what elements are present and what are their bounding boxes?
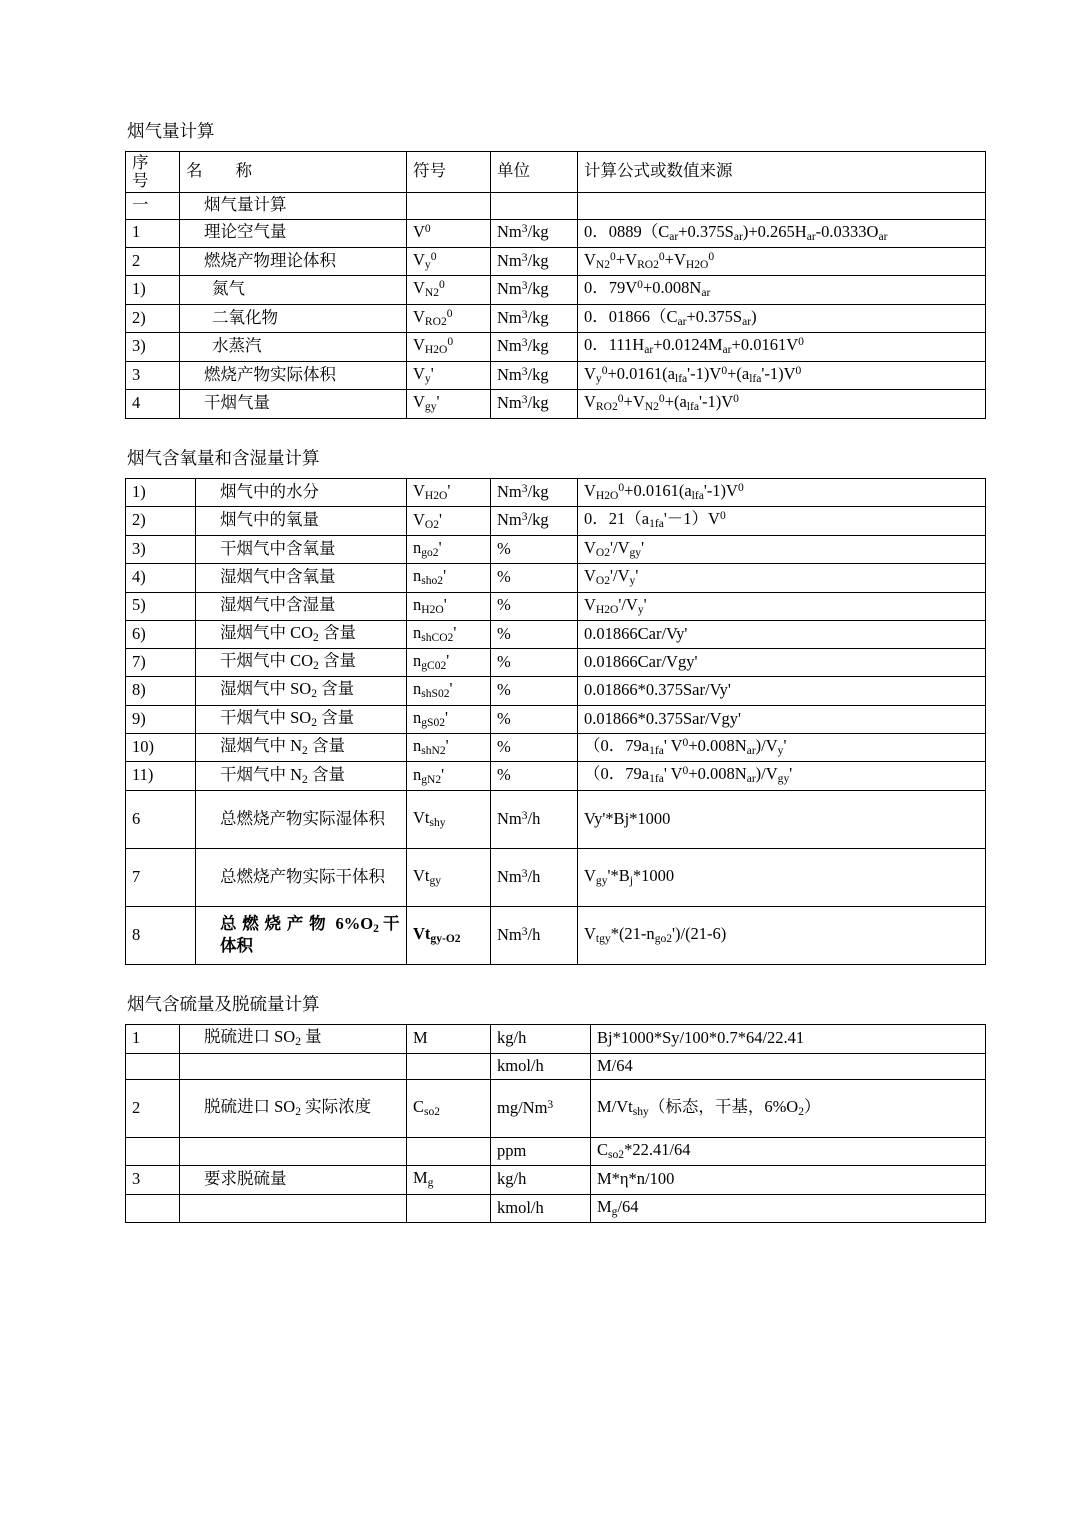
row-symbol: $M_g$ — [407, 1166, 491, 1194]
row-name — [196, 649, 407, 677]
row-index — [126, 1194, 180, 1222]
row-symbol: $n_{shS02}'$ — [407, 677, 491, 705]
row-unit: Nm$^3$/kg — [491, 304, 578, 332]
table-row — [126, 507, 986, 535]
row-index — [126, 1138, 180, 1166]
row-unit: Nm$^3$/kg — [491, 247, 578, 275]
row-symbol: $Vt_{gy-O2}$ — [407, 906, 491, 964]
row-name — [180, 192, 407, 219]
row-symbol: $V_y'$ — [407, 361, 491, 389]
row-unit: kmol/h — [491, 1194, 591, 1222]
row-symbol: $n_{gS02}'$ — [407, 705, 491, 733]
row-symbol: $V_{O2}'$ — [407, 507, 491, 535]
row-index: 3 — [126, 1166, 180, 1194]
row-index: 5) — [126, 592, 196, 620]
table-oxygen-moisture — [125, 478, 986, 965]
row-unit: kmol/h — [491, 1053, 591, 1080]
row-formula: 0．$21(a_{1fa}'-1)V^0$ — [578, 507, 986, 535]
row-formula: 0.01866Car/Vgy' — [578, 649, 986, 677]
row-symbol — [407, 1138, 491, 1166]
table-row — [126, 762, 986, 790]
table-row — [126, 649, 986, 677]
row-unit: Nm$^3$/kg — [491, 507, 578, 535]
row-formula: $M/Vt_{shy}$（标态，干基，$6\%O_2$） — [591, 1080, 986, 1138]
row-name — [180, 333, 407, 361]
row-unit: Nm$^3$/h — [491, 790, 578, 848]
row-name — [180, 276, 407, 304]
row-index: 1) — [126, 276, 180, 304]
row-name — [180, 1025, 407, 1053]
row-index: 6 — [126, 790, 196, 848]
row-name-text: 干烟气量 — [204, 393, 270, 413]
table-row — [126, 1138, 986, 1166]
row-formula: 0.01866*0.375Sar/Vy' — [578, 677, 986, 705]
row-name-text: 氮气 — [212, 279, 245, 299]
table-flue-gas-volume — [125, 151, 986, 418]
row-index: 2) — [126, 304, 180, 332]
row-index: 7) — [126, 649, 196, 677]
row-symbol: $V_{gy}'$ — [407, 390, 491, 418]
row-formula: $V_y^0+0.0161(a_{lfa}'-1)V^0+(a_{lfa}'-1)V^0$ — [578, 361, 986, 389]
row-name — [180, 247, 407, 275]
row-name-text: 湿烟气中 $CO_2$ 含量 — [220, 622, 356, 644]
row-symbol: $V_{H2O}^0$ — [407, 333, 491, 361]
row-name — [196, 620, 407, 648]
row-name — [196, 564, 407, 592]
table-row — [126, 620, 986, 648]
row-symbol: $V^0$ — [407, 219, 491, 247]
row-name-text: 脱硫进口 $SO_2$ 量 — [204, 1027, 322, 1049]
table-row — [126, 1194, 986, 1222]
table-row — [126, 247, 986, 275]
row-formula: （0．$79a_{1fa}'$ $V^0+0.008N_{ar})/V_{gy}'$ — [578, 762, 986, 790]
row-unit: kg/h — [491, 1166, 591, 1194]
row-name-text: 二氧化物 — [212, 307, 278, 327]
row-unit: Nm$^3$/kg — [491, 478, 578, 506]
section-title-flue-gas-volume: 烟气量计算 — [127, 121, 215, 141]
row-symbol: $Vt_{shy}$ — [407, 790, 491, 848]
table-row — [126, 390, 986, 418]
row-name — [180, 219, 407, 247]
row-symbol: M — [407, 1025, 491, 1053]
row-name — [196, 762, 407, 790]
row-name — [196, 848, 407, 906]
row-index: 11) — [126, 762, 196, 790]
row-unit: Nm$^3$/kg — [491, 390, 578, 418]
row-unit: Nm$^3$/kg — [491, 219, 578, 247]
row-index: 3) — [126, 535, 196, 563]
row-name-text: 燃烧产物理论体积 — [204, 250, 336, 270]
row-name-text: 湿烟气中 $N_2$ 含量 — [220, 736, 345, 757]
row-name — [180, 1053, 407, 1080]
header-symbol: 符号 — [407, 152, 491, 193]
row-name-text: 总燃烧产物实际干体积 — [220, 866, 385, 886]
row-name-text: 干烟气中 $CO_2$ 含量 — [220, 651, 356, 672]
row-unit: Nm$^3$/kg — [491, 333, 578, 361]
row-formula: $V_{RO2}^0+V_{N2}^0+(a_{lfa}'-1)V^0$ — [578, 390, 986, 418]
row-symbol: $Vt_{gy}$ — [407, 848, 491, 906]
row-name-text: 总燃烧产物实际湿体积 — [220, 808, 385, 828]
section-title-sulfur: 烟气含硫量及脱硫量计算 — [127, 993, 320, 1014]
row-formula: $V_{H2O}'/V_y'$ — [578, 592, 986, 620]
row-index: 2) — [126, 507, 196, 535]
row-index: 2 — [126, 247, 180, 275]
row-unit: % — [491, 649, 578, 677]
row-name-text: 湿烟气中含湿量 — [220, 595, 336, 615]
row-index: 1 — [126, 1025, 180, 1053]
table-row — [126, 790, 986, 848]
row-unit: % — [491, 677, 578, 705]
row-index: 8) — [126, 677, 196, 705]
row-formula: $V_{tgy}*(21-n_{go2}')/(21-6)$ — [578, 906, 986, 964]
row-unit: kg/h — [491, 1025, 591, 1053]
row-formula: Vy'*Bj*1000 — [578, 790, 986, 848]
row-symbol: $V_{H2O}'$ — [407, 478, 491, 506]
table-row — [126, 478, 986, 506]
row-name-text: 燃烧产物实际体积 — [204, 364, 336, 384]
row-formula: （0．$79a_{1fa}'$ $V^0+0.008N_{ar})/V_y'$ — [578, 734, 986, 762]
row-unit: % — [491, 592, 578, 620]
row-name — [196, 705, 407, 733]
row-symbol — [407, 1194, 491, 1222]
row-index: 1) — [126, 478, 196, 506]
row-formula: 0．$79V^0+0.008N_{ar}$ — [578, 276, 986, 304]
row-index: 3) — [126, 333, 180, 361]
row-symbol: $n_{H2O}'$ — [407, 592, 491, 620]
row-index: 1 — [126, 219, 180, 247]
table-row — [126, 564, 986, 592]
row-name — [196, 677, 407, 705]
row-name-text: 脱硫进口 $SO_2$ 实际浓度 — [204, 1096, 372, 1118]
table-header-row — [126, 152, 986, 193]
table-row — [126, 1166, 986, 1194]
row-name — [196, 535, 407, 563]
table-row — [126, 535, 986, 563]
row-symbol: $V_{RO2}^0$ — [407, 304, 491, 332]
row-name — [196, 734, 407, 762]
row-unit: % — [491, 705, 578, 733]
table-row — [126, 705, 986, 733]
row-formula: $V_{O2}'/V_{gy}'$ — [578, 535, 986, 563]
row-name-text: 烟气中的水分 — [220, 481, 319, 501]
row-unit: % — [491, 762, 578, 790]
row-index: 6) — [126, 620, 196, 648]
table-row — [126, 1025, 986, 1053]
section-title-oxygen-moisture: 烟气含氧量和含湿量计算 — [127, 447, 320, 468]
header-index: 序 号 — [126, 152, 180, 193]
row-symbol: $V_y^0$ — [407, 247, 491, 275]
table-row — [126, 276, 986, 304]
row-index: 一 — [126, 192, 180, 219]
row-unit: % — [491, 564, 578, 592]
row-symbol — [407, 192, 491, 219]
row-name — [180, 390, 407, 418]
table-row — [126, 734, 986, 762]
row-formula: Bj*1000*Sy/100*0.7*64/22.41 — [591, 1025, 986, 1053]
row-index: 9) — [126, 705, 196, 733]
table-row — [126, 304, 986, 332]
row-index: 7 — [126, 848, 196, 906]
row-formula: 0.01866*0.375Sar/Vgy' — [578, 705, 986, 733]
table-row — [126, 333, 986, 361]
row-name-text: 湿烟气中含氧量 — [220, 567, 336, 587]
row-formula: M/64 — [591, 1053, 986, 1080]
row-symbol: $C_{so2}$ — [407, 1080, 491, 1138]
table-row — [126, 192, 986, 219]
row-name — [196, 507, 407, 535]
row-name-text: 总燃烧产物 $6\%O_2$ 干体积 — [220, 913, 400, 955]
row-symbol: $n_{shCO2}'$ — [407, 620, 491, 648]
row-unit — [491, 192, 578, 219]
row-symbol: $V_{N2}^0$ — [407, 276, 491, 304]
row-formula: 0.01866Car/Vy' — [578, 620, 986, 648]
row-name-text: 水蒸汽 — [212, 336, 262, 356]
row-symbol: $n_{gN2}'$ — [407, 762, 491, 790]
row-unit: Nm$^3$/h — [491, 906, 578, 964]
row-formula: 0．$111H_{ar}+0.0124M_{ar}+0.0161V^0$ — [578, 333, 986, 361]
row-index: 4 — [126, 390, 180, 418]
row-formula: $M_g/64$ — [591, 1194, 986, 1222]
table-row — [126, 219, 986, 247]
header-formula: 计算公式或数值来源 — [578, 152, 986, 193]
row-unit: ppm — [491, 1138, 591, 1166]
row-symbol: $n_{shN2}'$ — [407, 734, 491, 762]
row-name-text: 理论空气量 — [204, 222, 287, 242]
row-unit: Nm$^3$/kg — [491, 276, 578, 304]
row-unit: % — [491, 620, 578, 648]
row-name — [196, 906, 407, 964]
row-formula — [578, 192, 986, 219]
row-name — [196, 592, 407, 620]
row-index — [126, 1053, 180, 1080]
row-symbol: $n_{gC02}'$ — [407, 649, 491, 677]
row-index: 10) — [126, 734, 196, 762]
row-name-text: 要求脱硫量 — [204, 1169, 287, 1189]
table-row — [126, 361, 986, 389]
row-name — [180, 1080, 407, 1138]
row-name — [180, 304, 407, 332]
header-name: 名 称 — [180, 152, 407, 193]
row-symbol: $n_{sho2}'$ — [407, 564, 491, 592]
row-index: 8 — [126, 906, 196, 964]
table-row — [126, 1080, 986, 1138]
row-formula: 0．$01866(C_{ar}+0.375S_{ar})$ — [578, 304, 986, 332]
row-index: 4) — [126, 564, 196, 592]
row-unit: % — [491, 535, 578, 563]
table-row — [126, 848, 986, 906]
row-formula: $V_{H2O}^0+0.0161(a_{lfa}'-1)V^0$ — [578, 478, 986, 506]
row-symbol — [407, 1053, 491, 1080]
row-name — [180, 361, 407, 389]
row-formula: $V_{N2}^0+V_{RO2}^0+V_{H2O}^0$ — [578, 247, 986, 275]
table-row — [126, 592, 986, 620]
row-name-text: 干烟气中 $SO_2$ 含量 — [220, 707, 355, 729]
row-formula: 0．$0889(C_{ar}+0.375S_{ar})+0.265H_{ar}-0.0333O_{ar}$ — [578, 219, 986, 247]
row-unit: Nm$^3$/kg — [491, 361, 578, 389]
row-index: 3 — [126, 361, 180, 389]
row-name-text: 湿烟气中 $SO_2$ 含量 — [220, 679, 355, 701]
table-row — [126, 1053, 986, 1080]
row-symbol: $n_{go2}'$ — [407, 535, 491, 563]
row-unit: mg/Nm$^3$ — [491, 1080, 591, 1138]
row-formula: $V_{gy}'*B_j*1000$ — [578, 848, 986, 906]
row-formula: $C_{so2}*22.41/64$ — [591, 1138, 986, 1166]
row-name — [180, 1194, 407, 1222]
row-unit: % — [491, 734, 578, 762]
row-name-text: 烟气中的氧量 — [220, 510, 319, 530]
table-row — [126, 677, 986, 705]
row-index: 2 — [126, 1080, 180, 1138]
table-row — [126, 906, 986, 964]
row-name-text: 干烟气中含氧量 — [220, 538, 336, 558]
row-unit: Nm$^3$/h — [491, 848, 578, 906]
row-name — [180, 1138, 407, 1166]
table-sulfur-desulfurization — [125, 1024, 986, 1223]
row-name-text: 干烟气中 $N_2$ 含量 — [220, 764, 345, 786]
row-name — [196, 478, 407, 506]
row-formula: $V_{O2}'/V_y'$ — [578, 564, 986, 592]
row-name-text: 烟气量计算 — [204, 194, 287, 214]
row-name — [180, 1166, 407, 1194]
row-formula: M*η*n/100 — [591, 1166, 986, 1194]
row-name — [196, 790, 407, 848]
header-unit: 单位 — [491, 152, 578, 193]
